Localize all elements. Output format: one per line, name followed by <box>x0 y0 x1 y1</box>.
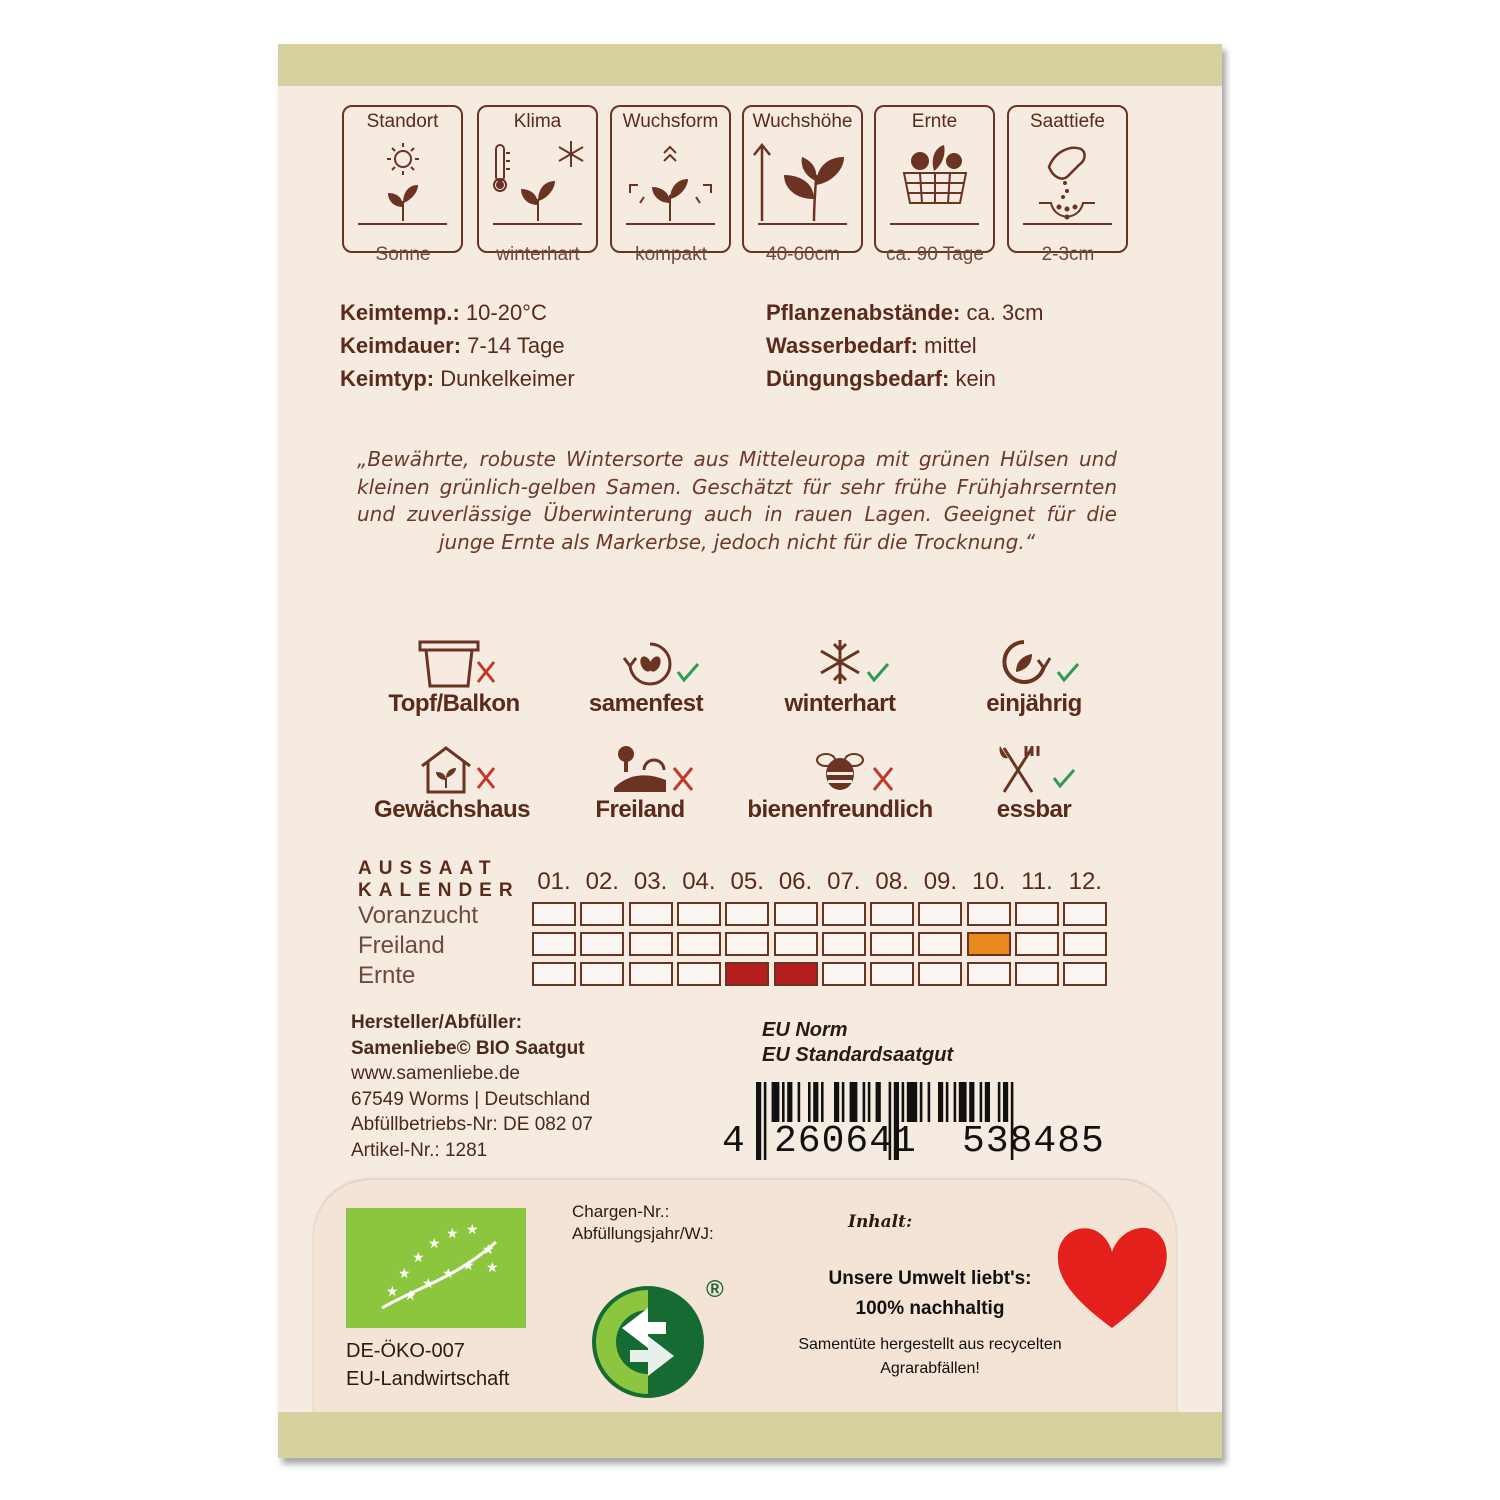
spec-keimdauer: Keimdauer: 7-14 Tage <box>340 333 565 358</box>
calendar-month-label: 10. <box>972 868 1006 895</box>
calendar-row-label: Ernte <box>358 962 416 989</box>
calendar-cell <box>822 932 866 956</box>
snowflake-icon <box>816 638 896 690</box>
greenhouse-icon <box>418 744 498 796</box>
calendar-month-label: 02. <box>585 868 619 895</box>
feature-einjaehrig <box>934 638 1134 738</box>
spec-wasserbedarf: Wasserbedarf: mittel <box>766 333 977 358</box>
thermometer-snowflake-icon <box>479 137 596 227</box>
feature-label: samenfest <box>588 690 704 717</box>
calendar-cell <box>1015 902 1059 926</box>
organic-origin: EU-Landwirtschaft <box>346 1368 510 1390</box>
ground-line <box>358 223 447 225</box>
barcode-bar <box>813 1082 818 1122</box>
tile-saattiefe <box>1007 105 1128 253</box>
barcode-bar <box>868 1082 871 1122</box>
calendar-cell <box>1015 962 1059 986</box>
svg-text:★: ★ <box>398 1266 411 1282</box>
calendar-cell <box>967 902 1011 926</box>
ground-line <box>890 223 979 225</box>
barcode-bar <box>764 1082 767 1160</box>
calendar-cell <box>822 902 866 926</box>
feature-bienenfreundlich <box>740 744 940 844</box>
calendar-cell <box>918 932 962 956</box>
tile-klima <box>477 105 598 253</box>
calendar-cell <box>532 962 576 986</box>
env-sustainable: 100% nachhaltig <box>855 1298 1005 1319</box>
feature-label: Topf/Balkon <box>388 690 520 717</box>
annual-cycle-icon <box>1000 638 1080 690</box>
calendar-month-label: 03. <box>633 868 668 895</box>
plant-height-icon <box>744 137 861 227</box>
barcode-bar <box>938 1082 943 1122</box>
tile-title: Saattiefe <box>1030 111 1105 132</box>
calendar-cell <box>677 962 721 986</box>
barcode-group-1: 260641 <box>774 1120 917 1163</box>
charge-number-label: Chargen-Nr.: <box>572 1202 670 1221</box>
calendar-month-label: 07. <box>827 868 861 895</box>
calendar-cell <box>918 902 962 926</box>
calendar-cell <box>580 932 624 956</box>
pot-icon <box>416 638 496 690</box>
barcode-bar <box>980 1082 983 1122</box>
calendar-cell <box>822 962 866 986</box>
feature-topf-balkon <box>354 638 554 738</box>
svg-text:★: ★ <box>486 1260 499 1276</box>
calendar-cell <box>629 932 673 956</box>
bee-icon <box>814 744 898 796</box>
calendar-cell <box>870 902 914 926</box>
calendar-cell <box>580 962 624 986</box>
ground-line <box>626 223 715 225</box>
calendar-month-label: 05. <box>730 868 764 895</box>
calendar-month-label: 08. <box>875 868 909 895</box>
calendar-cell <box>1063 962 1107 986</box>
barcode-bar <box>876 1082 881 1122</box>
packet-top-band <box>278 44 1222 86</box>
svg-text:★: ★ <box>442 1266 455 1282</box>
barcode-bar <box>850 1082 858 1122</box>
calendar-month-label: 04. <box>682 868 716 895</box>
calendar-cell <box>532 902 576 926</box>
calendar-cell <box>677 932 721 956</box>
harvest-basket-icon <box>876 137 993 227</box>
tile-ernte <box>874 105 995 253</box>
barcode-bar <box>863 1082 866 1122</box>
calendar-row-label: Voranzucht <box>358 902 479 929</box>
barcode-bar <box>928 1082 931 1122</box>
svg-text:★: ★ <box>412 1250 425 1266</box>
calendar-cell <box>1063 902 1107 926</box>
calendar-cell <box>774 902 818 926</box>
svg-text:★: ★ <box>386 1284 399 1300</box>
calendar-cell <box>725 932 769 956</box>
eu-norm-info: EU Norm EU Standardsaatgut <box>762 1019 954 1066</box>
barcode-bar <box>998 1082 1001 1122</box>
barcode-bar <box>808 1082 811 1122</box>
barcode-first-digit: 4 <box>722 1120 745 1163</box>
spec-keimtyp: Keimtyp: Dunkelkeimer <box>340 366 575 391</box>
green-dot-recycling-icon <box>592 1278 716 1402</box>
barcode-bar <box>954 1082 957 1122</box>
tile-wuchshoehe <box>742 105 863 253</box>
calendar-row-label: Freiland <box>358 932 445 959</box>
manufacturer-info: Hersteller/Abfüller: Samenliebe© BIO Saatgut www.samenliebe.de 67549 Worms | Deutschland Abfüllbetriebs-Nr: DE 082 07 Artikel-Nr.: 1281 <box>351 1012 593 1161</box>
variety-description: „Bewährte, robuste Wintersorte aus Mitteleuropa mit grünen Hülsen und kleinen grünlich-gelben Samen. Geschätzt für sehr frühe Frühjahrsernten und zuverlässige Überwinterung auch in rauen Lagen. Geeignet für die junge Ernte als Markerbse, jedoch nicht für die Trocknung.“ <box>357 447 1117 554</box>
cutlery-icon <box>998 744 1082 796</box>
svg-text:★: ★ <box>428 1236 441 1252</box>
barcode-bar <box>842 1082 845 1122</box>
tile-title: Wuchsform <box>622 111 719 132</box>
barcode-bar <box>834 1082 839 1122</box>
tile-title: Ernte <box>911 111 958 132</box>
barcode-group-2: 538485 <box>962 1120 1105 1163</box>
ground-line <box>1023 223 1112 225</box>
barcode-bar <box>907 1082 917 1122</box>
feature-label: bienenfreundlich <box>747 796 933 823</box>
svg-text:★: ★ <box>422 1276 435 1292</box>
calendar-month-label: 09. <box>923 868 958 895</box>
tile-title: Standort <box>366 111 439 132</box>
ground-line <box>493 223 582 225</box>
svg-text:★: ★ <box>462 1258 475 1274</box>
content-label: Inhalt: <box>848 1212 913 1232</box>
svg-text:★: ★ <box>446 1226 459 1242</box>
calendar-cell <box>918 962 962 986</box>
barcode-bar <box>946 1082 949 1122</box>
feature-essbar <box>934 744 1134 844</box>
calendar-cell <box>725 902 769 926</box>
calendar-month-label: 12. <box>1068 868 1102 895</box>
barcode-bar <box>920 1082 923 1122</box>
barcode-bar <box>959 1082 967 1122</box>
calendar-cell <box>532 932 576 956</box>
feature-label: winterhart <box>784 690 896 717</box>
calendar-cell <box>580 902 624 926</box>
barcode-bar <box>787 1082 792 1122</box>
calendar-cell <box>1063 932 1107 956</box>
calendar-month-label: 11. <box>1021 868 1053 895</box>
calendar-cell <box>774 932 818 956</box>
spec-pflanzenabstand: Pflanzenabstände: ca. 3cm <box>766 300 1044 325</box>
tile-standort <box>342 105 463 253</box>
spec-duengungsbedarf: Düngungsbedarf: kein <box>766 366 996 391</box>
tile-value-standort: Sonne <box>375 244 431 265</box>
env-note-line1: Samentüte hergestellt aus recycelten <box>798 1336 1062 1353</box>
calendar-cell <box>629 962 673 986</box>
barcode-bar <box>969 1082 974 1122</box>
feature-gewaechshaus <box>352 744 552 844</box>
feature-label: Gewächshaus <box>374 796 530 823</box>
calendar-cell <box>870 932 914 956</box>
feature-label: Freiland <box>595 796 685 823</box>
calendar-cell <box>870 962 914 986</box>
barcode-bar <box>772 1082 780 1122</box>
barcode-bar <box>756 1082 761 1160</box>
tile-title: Klima <box>513 111 562 132</box>
calendar-cell <box>967 962 1011 986</box>
filling-year-label: Abfüllungsjahr/WJ: <box>572 1224 714 1243</box>
ground-line <box>758 223 847 225</box>
barcode-bar <box>798 1082 801 1122</box>
tile-wuchsform <box>610 105 731 253</box>
seed-cycle-icon <box>620 638 700 690</box>
calendar-month-label: 06. <box>778 868 813 895</box>
registered-mark: ® <box>706 1276 724 1303</box>
svg-text:★: ★ <box>466 1222 479 1238</box>
tile-value-klima: winterhart <box>496 244 580 265</box>
field-icon <box>612 744 696 796</box>
barcode-bar <box>821 1082 824 1122</box>
spec-keimtemp: Keimtemp.: 10-20°C <box>340 300 547 325</box>
barcode-bar <box>782 1082 785 1122</box>
barcode-bar <box>902 1082 905 1122</box>
calendar-cell <box>725 962 769 986</box>
calendar-cell <box>677 902 721 926</box>
feature-label: einjährig <box>986 690 1082 717</box>
svg-text:★: ★ <box>482 1242 495 1258</box>
env-note-line2: Agrarabfällen! <box>880 1360 980 1377</box>
tile-title: Wuchshöhe <box>752 111 853 132</box>
calendar-cell <box>967 932 1011 956</box>
feature-freiland <box>540 744 740 844</box>
calendar-cell <box>774 962 818 986</box>
feature-label: essbar <box>996 796 1072 823</box>
organic-code: DE-ÖKO-007 <box>346 1340 465 1362</box>
calendar-cell <box>1015 932 1059 956</box>
sun-sprout-icon <box>344 137 461 227</box>
tile-value-saattiefe: 2-3cm <box>1041 244 1095 265</box>
heart-icon <box>1054 1224 1170 1332</box>
barcode-bar <box>1003 1082 1008 1122</box>
feature-samenfest <box>546 638 746 738</box>
packet-bottom-band <box>278 1412 1222 1458</box>
feature-winterhart <box>740 638 940 738</box>
env-headline: Unsere Umwelt liebt's: <box>828 1268 1032 1289</box>
svg-text:★: ★ <box>404 1288 417 1304</box>
tile-value-ernte: ca. 90 Tage <box>886 244 984 265</box>
calendar-cell <box>629 902 673 926</box>
tile-value-wuchshoehe: 40-60cm <box>766 244 840 265</box>
tile-value-wuchsform: kompakt <box>635 244 707 265</box>
seed-packet-back <box>278 44 1222 1458</box>
eu-organic-logo <box>346 1208 526 1328</box>
calendar-heading: AUSSAAT KALENDER <box>358 858 520 901</box>
sowing-depth-icon <box>1009 137 1126 227</box>
barcode-bar <box>985 1082 990 1122</box>
compact-growth-icon <box>612 137 729 227</box>
calendar-month-label: 01. <box>537 868 571 895</box>
